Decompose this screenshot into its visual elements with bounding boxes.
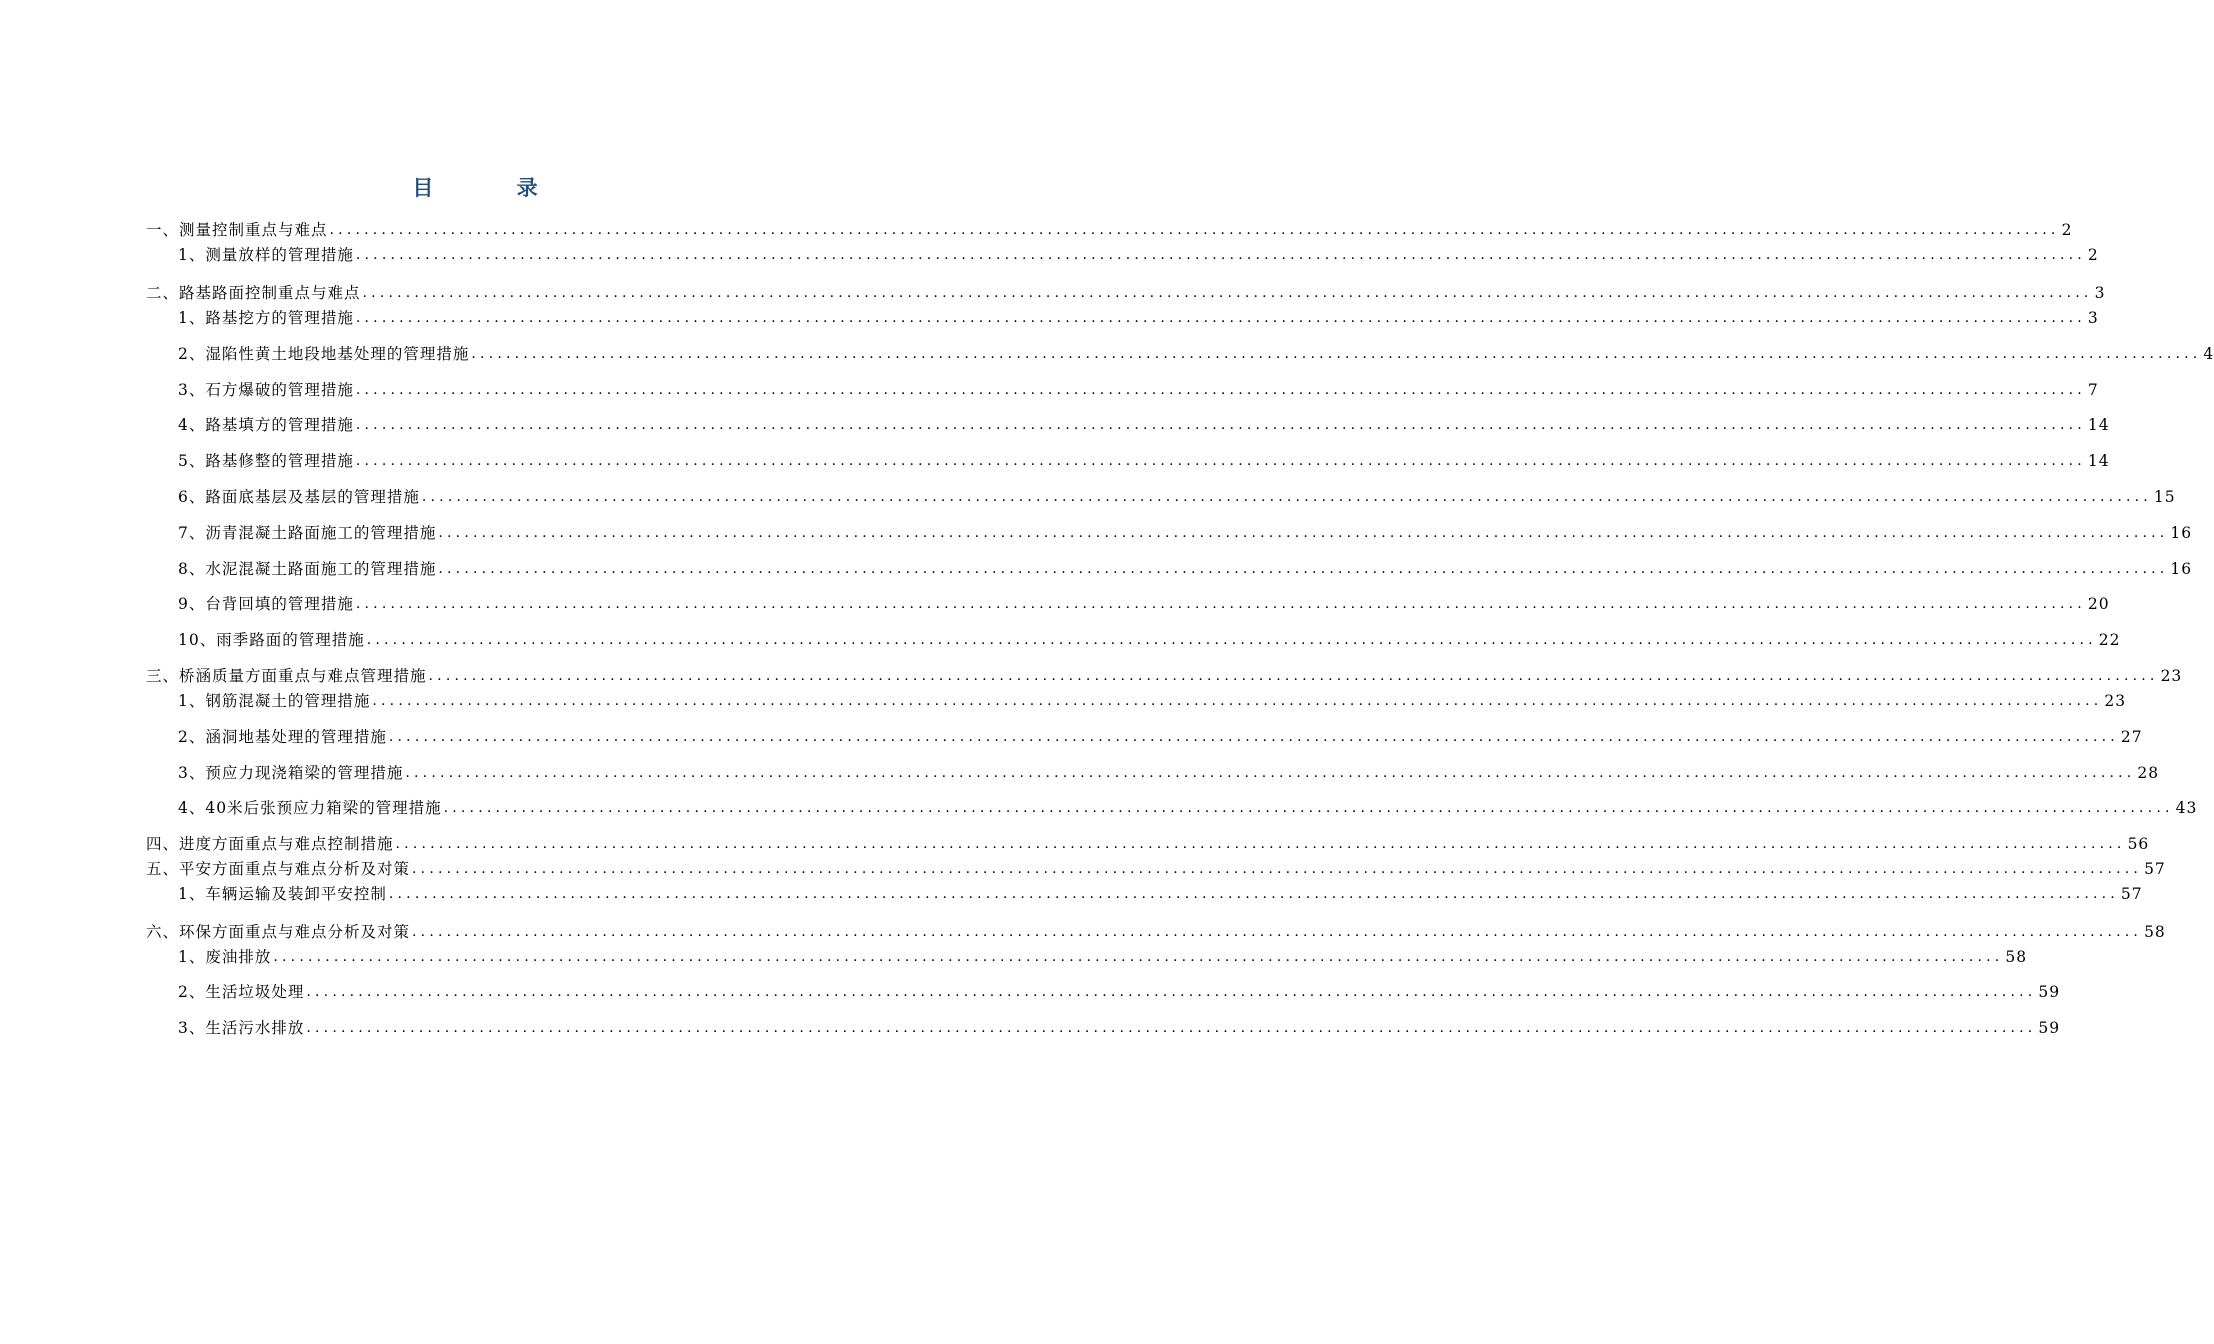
toc-dot-leader: ........................................................................................................................................................................................................ bbox=[355, 453, 2086, 469]
toc-entry[interactable] bbox=[178, 690, 2127, 712]
toc-entry[interactable] bbox=[178, 629, 2121, 651]
toc-entry[interactable] bbox=[178, 450, 2110, 472]
toc-entry-text: 1、废油排放 bbox=[178, 948, 272, 966]
toc-entry-page: 57 bbox=[2144, 860, 2166, 878]
toc-entry[interactable] bbox=[146, 921, 2166, 943]
toc-entry-page: 58 bbox=[2144, 923, 2166, 941]
toc-entry-page: 59 bbox=[2038, 983, 2061, 1001]
toc-dot-leader: ........................................................................................................................................................................................................ bbox=[388, 886, 2119, 902]
toc-entry[interactable] bbox=[178, 307, 2099, 329]
toc-entry-page: 7 bbox=[2087, 381, 2099, 399]
toc-entry-text: 1、车辆运输及装卸平安控制 bbox=[178, 885, 387, 903]
toc-entry-text: 2、生活垃圾处理 bbox=[178, 983, 305, 1001]
toc-entry[interactable] bbox=[146, 282, 2106, 304]
toc-dot-leader: ........................................................................................................................................................................................................ bbox=[355, 417, 2086, 433]
toc-dot-leader: ........................................................................................................................................................................................................ bbox=[438, 525, 2169, 541]
toc-entry[interactable] bbox=[178, 486, 2176, 508]
toc-dot-leader: ........................................................................................................................................................................................................ bbox=[273, 949, 2004, 965]
toc-entry-text: 五、平安方面重点与难点分析及对策 bbox=[146, 860, 411, 878]
toc-entry-page: 22 bbox=[2098, 631, 2121, 649]
toc-dot-leader: ........................................................................................................................................................................................................ bbox=[395, 836, 2126, 852]
toc-entry[interactable] bbox=[178, 946, 2028, 968]
toc-entry-page: 56 bbox=[2127, 835, 2150, 853]
toc-entry-text: 5、路基修整的管理措施 bbox=[178, 452, 354, 470]
toc-entry-text: 2、湿陷性黄土地段地基处理的管理措施 bbox=[178, 345, 470, 363]
toc-entry[interactable] bbox=[178, 522, 2193, 544]
toc-entry-text: 3、预应力现浇箱梁的管理措施 bbox=[178, 764, 404, 782]
toc-entry[interactable] bbox=[178, 244, 2099, 266]
toc-entry[interactable] bbox=[146, 665, 2183, 687]
toc-entry-text: 4、40米后张预应力箱梁的管理措施 bbox=[178, 799, 442, 817]
toc-entry[interactable] bbox=[178, 414, 2110, 436]
toc-entry-page: 59 bbox=[2038, 1019, 2061, 1037]
toc-entry-text: 2、涵洞地基处理的管理措施 bbox=[178, 728, 387, 746]
toc-dot-leader: ........................................................................................................................................................................................................ bbox=[355, 382, 2086, 398]
toc-entry-text: 7、沥青混凝土路面施工的管理措施 bbox=[178, 524, 437, 542]
toc-entry-page: 2 bbox=[2061, 221, 2073, 239]
toc-entry-page: 20 bbox=[2087, 595, 2110, 613]
toc-entry-text: 10、雨季路面的管理措施 bbox=[178, 631, 365, 649]
toc-entry-text: 6、路面底基层及基层的管理措施 bbox=[178, 488, 420, 506]
toc-entry[interactable] bbox=[178, 883, 2143, 905]
toc-dot-leader: ........................................................................................................................................................................................................ bbox=[355, 310, 2086, 326]
toc-entry-page: 3 bbox=[2087, 309, 2099, 327]
toc-entry-text: 六、环保方面重点与难点分析及对策 bbox=[146, 923, 411, 941]
toc-entry[interactable] bbox=[146, 219, 2073, 241]
toc-entry[interactable] bbox=[178, 593, 2110, 615]
toc-dot-leader: ........................................................................................................................................................................................................ bbox=[355, 596, 2086, 612]
toc-entry[interactable] bbox=[178, 762, 2160, 784]
toc-entry-page: 16 bbox=[2170, 524, 2193, 542]
toc-entry-page: 3 bbox=[2094, 284, 2106, 302]
toc-entry-page: 23 bbox=[2160, 667, 2183, 685]
toc-entry-text: 3、生活污水排放 bbox=[178, 1019, 305, 1037]
toc-dot-leader: ........................................................................................................................................................................................................ bbox=[443, 800, 2174, 816]
toc-entry-page: 2 bbox=[2087, 246, 2099, 264]
toc-dot-leader: ........................................................................................................................................................................................................ bbox=[372, 693, 2103, 709]
toc-entry-text: 一、测量控制重点与难点 bbox=[146, 221, 328, 239]
toc-entry[interactable] bbox=[178, 558, 2193, 580]
toc-dot-leader: ........................................................................................................................................................................................................ bbox=[421, 489, 2152, 505]
toc-entry-text: 三、桥涵质量方面重点与难点管理措施 bbox=[146, 667, 427, 685]
toc-entry-page: 14 bbox=[2087, 452, 2110, 470]
toc-dot-leader: ........................................................................................................................................................................................................ bbox=[329, 222, 2060, 238]
toc-entry-text: 1、测量放样的管理措施 bbox=[178, 246, 354, 264]
toc-dot-leader: ........................................................................................................................................................................................................ bbox=[306, 984, 2037, 1000]
toc-entry-page: 14 bbox=[2087, 416, 2110, 434]
toc-dot-leader: ........................................................................................................................................................................................................ bbox=[388, 729, 2119, 745]
toc-entry-page: 57 bbox=[2120, 885, 2143, 903]
toc-entry-text: 1、钢筋混凝土的管理措施 bbox=[178, 692, 371, 710]
toc-entry-page: 23 bbox=[2104, 692, 2127, 710]
toc-entry-page: 16 bbox=[2170, 560, 2193, 578]
toc-entry[interactable] bbox=[178, 797, 2198, 819]
toc-dot-leader: ........................................................................................................................................................................................................ bbox=[405, 765, 2136, 781]
toc-entry[interactable] bbox=[178, 343, 2214, 365]
toc-entry-page: 58 bbox=[2005, 948, 2028, 966]
toc-entry-page: 28 bbox=[2137, 764, 2160, 782]
toc-entry-page: 43 bbox=[2175, 799, 2198, 817]
toc-entry-text: 1、路基挖方的管理措施 bbox=[178, 309, 354, 327]
toc-entry-text: 二、路基路面控制重点与难点 bbox=[146, 284, 361, 302]
toc-entry[interactable] bbox=[146, 858, 2166, 880]
toc-entry-page: 27 bbox=[2120, 728, 2143, 746]
toc-entry-text: 9、台背回填的管理措施 bbox=[178, 595, 354, 613]
toc-entry-text: 8、水泥混凝土路面施工的管理措施 bbox=[178, 560, 437, 578]
toc-dot-leader: ........................................................................................................................................................................................................ bbox=[362, 285, 2093, 301]
toc-dot-leader: ........................................................................................................................................................................................................ bbox=[412, 924, 2143, 940]
toc-dot-leader: ........................................................................................................................................................................................................ bbox=[428, 668, 2159, 684]
toc-entry-text: 四、进度方面重点与难点控制措施 bbox=[146, 835, 394, 853]
toc-entry[interactable] bbox=[146, 833, 2150, 855]
toc-dot-leader: ........................................................................................................................................................................................................ bbox=[355, 247, 2086, 263]
toc-entry-text: 3、石方爆破的管理措施 bbox=[178, 381, 354, 399]
toc-entry[interactable] bbox=[178, 379, 2099, 401]
toc-entry[interactable] bbox=[178, 726, 2143, 748]
toc-dot-leader: ........................................................................................................................................................................................................ bbox=[366, 632, 2097, 648]
toc-dot-leader: ........................................................................................................................................................................................................ bbox=[412, 861, 2143, 877]
toc-entry[interactable] bbox=[178, 1017, 2061, 1039]
toc-dot-leader: ........................................................................................................................................................................................................ bbox=[438, 561, 2169, 577]
toc-entry-page: 15 bbox=[2153, 488, 2176, 506]
toc-title: 目 录 bbox=[412, 175, 576, 200]
toc-entry-text: 4、路基填方的管理措施 bbox=[178, 416, 354, 434]
toc-entry-page: 4 bbox=[2203, 345, 2214, 363]
toc-dot-leader: ........................................................................................................................................................................................................ bbox=[306, 1020, 2037, 1036]
toc-entry[interactable] bbox=[178, 981, 2061, 1003]
toc-dot-leader: ........................................................................................................................................................................................................ bbox=[471, 346, 2202, 362]
